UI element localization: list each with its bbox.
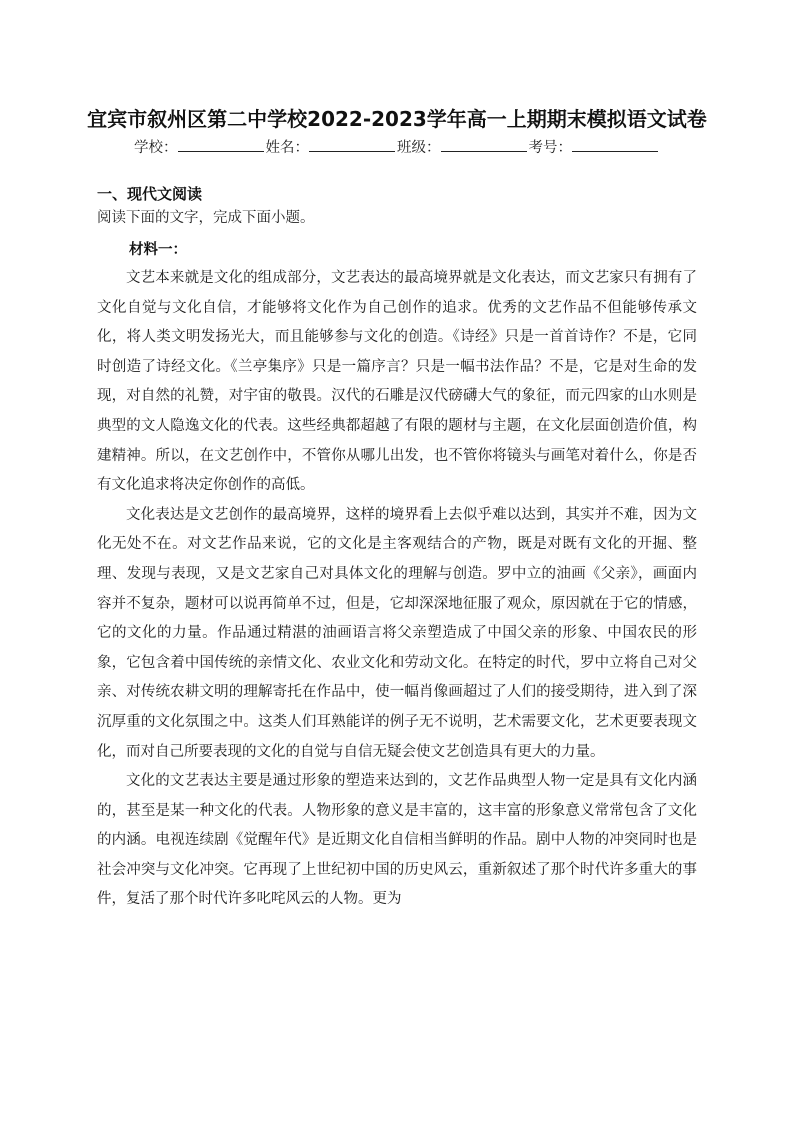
exam-number-blank[interactable]	[572, 139, 658, 152]
school-blank[interactable]	[178, 139, 264, 152]
exam-number-field	[529, 136, 661, 157]
exam-number-label: 考号：	[528, 140, 572, 156]
passage-paragraph: 文化的文艺表达主要是通过形象的塑造来达到的，文艺作品典型人物一定是具有文化内涵的，甚至是某一种文化的代表。人物形象的意义是丰富的，这丰富的形象意义常常包含了文化的内涵。电视连续剧《觉醒年代》是近期文化自信相当鲜明的作品。剧中人物的冲突同时也是社会冲突与文化冲突。它再现了上世纪初中国的历史风云，重新叙述了那个时代许多重大的事件，复活了那个时代许多叱咤风云的人物。更为	[97, 773, 697, 908]
class-label: 班级：	[397, 140, 441, 156]
material-label: 材料一：	[129, 241, 187, 258]
reading-passage	[97, 264, 697, 915]
name-field	[266, 136, 398, 157]
page-title: 宜宾市叙州区第二中学校2022-2023学年高一上期期末模拟语文试卷	[87, 107, 707, 131]
passage-paragraph: 文艺本来就是文化的组成部分，文艺表达的最高境界就是文化表达，而文艺家只有拥有了文化自觉与文化自信，才能够将文化作为自己创作的追求。优秀的文艺作品不但能够传承文化，将人类文明发扬光大，而且能够参与文化的创造。《诗经》只是一首首诗作？不是，它同时创造了诗经文化。《兰亭集序》只是一篇序言？只是一幅书法作品？不是，它是对生命的发现，对自然的礼赞，对宇宙的敬畏。汉代的石雕是汉代磅礴大气的象征，而元四家的山水则是典型的文人隐逸文化的代表。这些经典都超越了有限的题材与主题，在文化层面创造价值，构建精神。所以，在文艺创作中，不管你从哪儿出发，也不管你将镜头与画笔对着什么，你是否有文化追求将决定你创作的高低。	[97, 270, 697, 494]
reading-instruction: 阅读下面的文字，完成下面小题。	[97, 210, 315, 226]
name-label: 姓名：	[265, 140, 309, 156]
class-field	[397, 136, 529, 157]
school-label: 学校：	[134, 140, 178, 156]
student-info-line	[0, 136, 794, 157]
class-blank[interactable]	[441, 139, 527, 152]
passage-paragraph: 文化表达是文艺创作的最高境界，这样的境界看上去似乎难以达到，其实并不难，因为文化无处不在。对文艺作品来说，它的文化是主客观结合的产物，既是对既有文化的开掘、整理、发现与表现，又是文艺家自己对具体文化的理解与创造。罗中立的油画《父亲》，画面内容并不复杂，题材可以说再简单不过，但是，它却深深地征服了观众，原因就在于它的情感，它的文化的力量。作品通过精湛的油画语言将父亲塑造成了中国父亲的形象、中国农民的形象，它包含着中国传统的亲情文化、农业文化和劳动文化。在特定的时代，罗中立将自己对父亲、对传统农耕文明的理解寄托在作品中，使一幅肖像画超过了人们的接受期待，进入到了深沉厚重的文化氛围之中。这类人们耳熟能详的例子无不说明，艺术需要文化，艺术更要表现文化，而对自己所要表现的文化的自觉与自信无疑会使文艺创造具有更大的力量。	[97, 506, 697, 760]
section-heading: 一、现代文阅读	[97, 185, 203, 203]
name-blank[interactable]	[309, 139, 395, 152]
school-field	[134, 136, 266, 157]
